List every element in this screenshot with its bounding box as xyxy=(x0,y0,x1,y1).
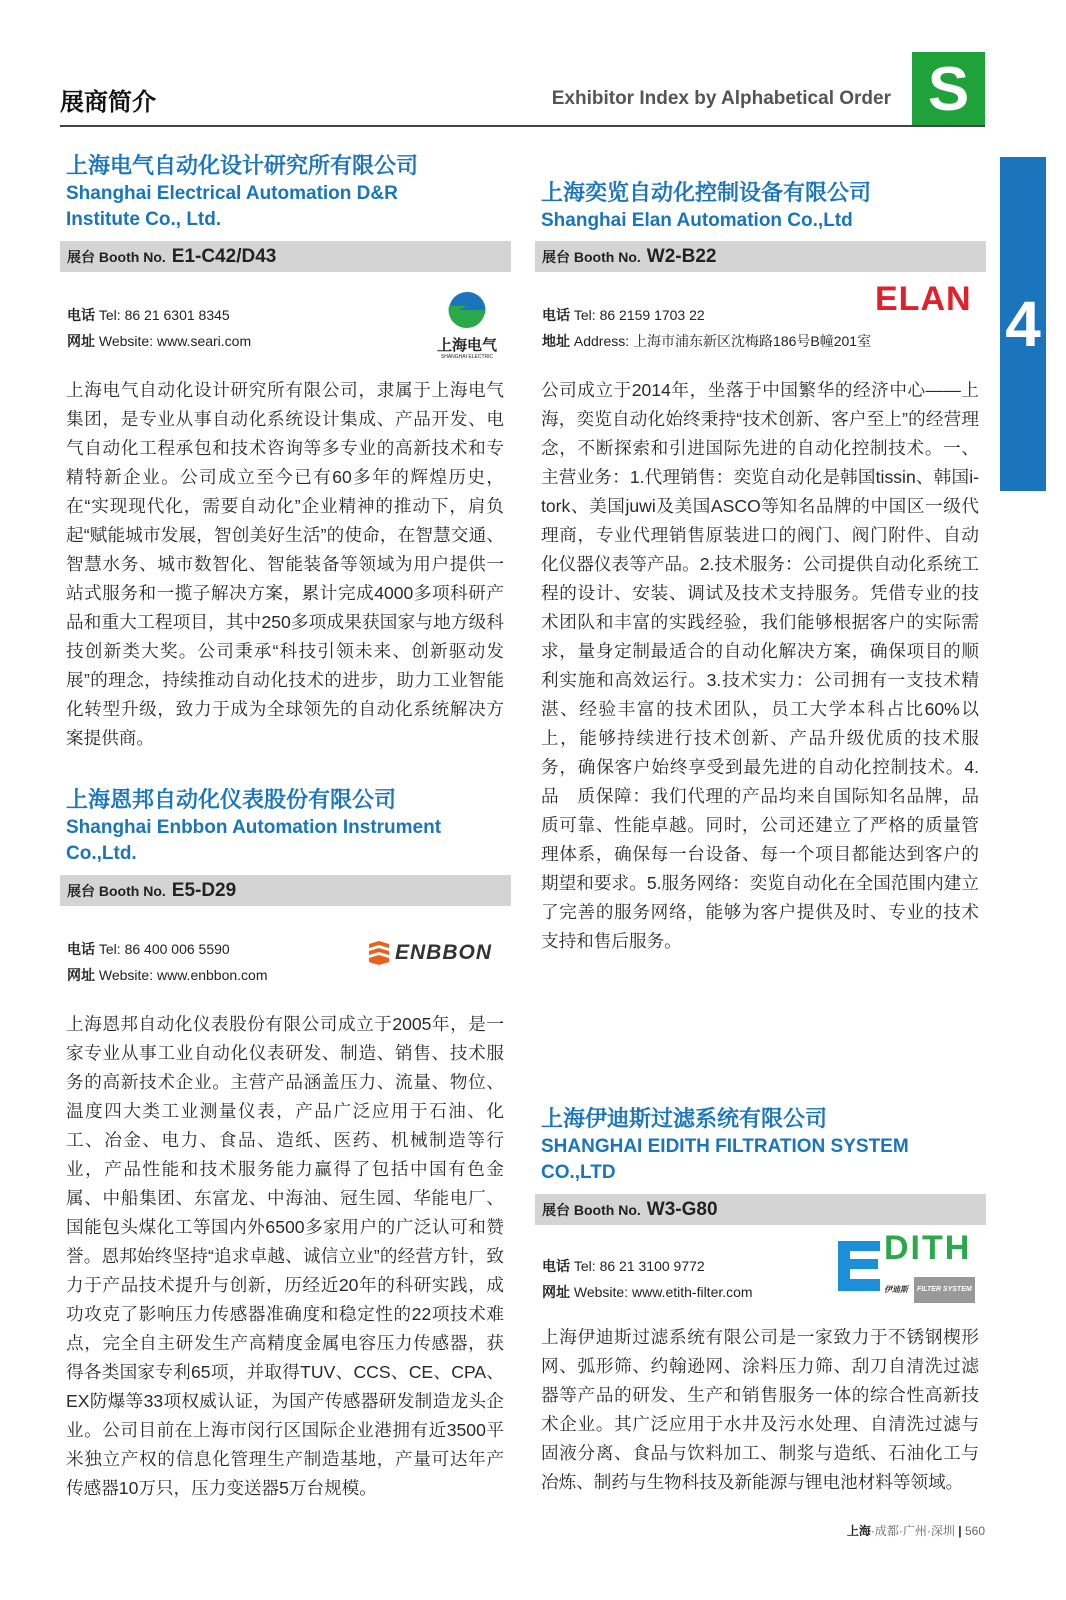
exhibitor-name-cn: 上海伊迪斯过滤系统有限公司 xyxy=(541,1106,828,1131)
exhibitor-description: 上海伊迪斯过滤系统有限公司是一家致力于不锈钢楔形网、弧形筛、约翰逊网、涂料压力筛、刮刀自清洗过滤器等产品的研发、生产和销售服务一体的综合性高新技术企业。其广泛应用于水井及污水处理、自清洗过滤与固液分离、食品与饮料加工、制浆与造纸、石油化工与冶炼、制药与生物科技及新能源与锂电池材料等领域。 xyxy=(541,1327,979,1492)
tel-value: 86 400 006 5590 xyxy=(124,941,230,957)
tel-label-en: Tel: xyxy=(98,307,121,323)
web-label-en: Website: xyxy=(98,967,154,983)
booth-label: 展台 Booth No. xyxy=(67,882,166,899)
tel-value: 86 21 3100 9772 xyxy=(599,1258,705,1274)
website-link[interactable]: www.enbbon.com xyxy=(157,967,268,983)
chapter-side-tab xyxy=(1000,157,1046,491)
footer-cities: ·成都·广州·深圳 xyxy=(870,1524,955,1538)
address-label-en: Address: xyxy=(573,333,630,349)
tel-label-cn: 电话 xyxy=(67,941,95,957)
web-label-cn: 网址 xyxy=(542,1284,570,1300)
section-title-en: Exhibitor Index by Alphabetical Order xyxy=(551,88,891,109)
page-number: 560 xyxy=(964,1524,985,1538)
contact-info xyxy=(67,936,511,988)
footer-city-main: 上海 xyxy=(846,1524,871,1538)
elan-logo: ELAN xyxy=(875,280,972,318)
alphabet-letter-badge: S xyxy=(912,52,985,126)
exhibitor-name-cn: 上海恩邦自动化仪表股份有限公司 xyxy=(66,787,397,812)
contact-info xyxy=(542,280,986,354)
eidith-logo xyxy=(838,1229,980,1294)
exhibitor-description: 上海电气自动化设计研究所有限公司，隶属于上海电气集团，是专业从事自动化系统设计集成、产品开发、电气自动化工程承包和技术咨询等多专业的高新技术和专精特新企业。公司成立至今已有60多年的辉煌历史，在“实现现代化，需要自动化”企业精神的推动下，肩负起“赋能城市发展，智创美好生活”的使命，在智慧交通、智慧水务、城市数智化、智能装备等领域为用户提供一站式服务和一揽子解决方案，累计完成4000多项科研产品和重大工程项目，其中250多项成果获国家与地方级科技创新类大奖。公司秉承“科技引领未来、创新驱动发展”的理念，持续推动自动化技术的进步，助力工业智能化转型升级，致力于成为全球领先的自动化系统解决方案提供商。 xyxy=(66,380,504,748)
tel-label-en: Tel: xyxy=(573,307,596,323)
website-link[interactable]: www.etith-filter.com xyxy=(632,1284,753,1300)
section-title-cn: 展商简介 xyxy=(60,89,156,116)
enbbon-emblem-icon xyxy=(367,940,391,966)
tel-label-cn: 电话 xyxy=(542,307,570,323)
booth-number: W2-B22 xyxy=(646,245,717,267)
tel-value: 86 21 6301 8345 xyxy=(124,307,230,323)
logo-subtext-cn: 伊迪斯 xyxy=(884,1285,908,1294)
chapter-number: 4 xyxy=(1005,288,1041,360)
exhibitor-enbbon xyxy=(60,785,511,1503)
shanghai-electric-logo xyxy=(431,290,503,360)
tel-label-cn: 电话 xyxy=(67,307,95,323)
logo-text: DITH xyxy=(884,1229,972,1267)
exhibitor-elan xyxy=(535,178,986,956)
booth-number: E1-C42/D43 xyxy=(171,245,277,267)
exhibitor-name-en: Shanghai Elan Automation Co.,Ltd xyxy=(541,210,853,231)
exhibitor-name-en: Shanghai Electrical Automation D&R Institute Co., Ltd. xyxy=(66,183,398,230)
exhibitor-name-en: SHANGHAI EIDITH FILTRATION SYSTEM CO.,LTD xyxy=(541,1136,909,1183)
booth-bar xyxy=(535,1194,986,1225)
booth-label: 展台 Booth No. xyxy=(67,248,166,265)
web-label-cn: 网址 xyxy=(67,333,95,349)
eidith-e-emblem-icon xyxy=(838,1241,880,1291)
booth-label: 展台 Booth No. xyxy=(542,248,641,265)
logo-text: 上海电气 xyxy=(436,337,497,354)
web-label-cn: 网址 xyxy=(67,967,95,983)
logo-subtext: SHANGHAI ELECTRIC xyxy=(440,354,494,360)
booth-label: 展台 Booth No. xyxy=(542,1201,641,1218)
enbbon-logo xyxy=(367,940,492,966)
booth-bar xyxy=(60,241,511,272)
contact-info xyxy=(67,302,511,360)
address-value: 上海市浦东新区沈梅路186号B幢201室 xyxy=(633,333,872,349)
contact-info xyxy=(542,1229,986,1305)
booth-number: E5-D29 xyxy=(171,879,237,901)
header-divider xyxy=(60,125,985,127)
logo-subtext-en: FILTER SYSTEM xyxy=(914,1277,975,1303)
booth-bar xyxy=(60,875,511,906)
exhibitor-name-en: Shanghai Enbbon Automation Instrument Co.,Ltd. xyxy=(66,817,442,864)
tel-value: 86 2159 1703 22 xyxy=(599,307,705,323)
web-label-en: Website: xyxy=(573,1284,629,1300)
logo-text: ENBBON xyxy=(395,941,493,964)
booth-bar xyxy=(535,241,986,272)
shanghai-electric-emblem-icon xyxy=(445,290,489,330)
page-footer: 上海·成都·广州·深圳 | 560 xyxy=(846,1524,985,1538)
website-link[interactable]: www.seari.com xyxy=(157,333,252,349)
exhibitor-name-cn: 上海奕览自动化控制设备有限公司 xyxy=(541,180,872,205)
address-label-cn: 地址 xyxy=(542,333,570,349)
exhibitor-seari xyxy=(60,151,511,753)
tel-label-en: Tel: xyxy=(98,941,121,957)
exhibitor-name-cn: 上海电气自动化设计研究所有限公司 xyxy=(66,153,419,178)
tel-label-en: Tel: xyxy=(573,1258,596,1274)
booth-number: W3-G80 xyxy=(646,1198,718,1220)
exhibitor-description: 公司成立于2014年，坐落于中国繁华的经济中心——上海，奕览自动化始终秉持“技术创新、客户至上”的经营理念，不断探索和引进国际先进的自动化控制技术。一、主营业务：1.代理销售：奕览自动化是韩国tissin、韩国i-tork、美国juwi及美国ASCO等知名品牌的中国区一级代理商，专业代理销售原装进口的阀门、阀门附件、自动化仪器仪表等产品。2.技术服务：公司提供自动化系统工程的设计、安装、调试及技术支持服务。凭借专业的技术团队和丰富的实践经验，我们能够根据客户的实际需求，量身定制最适合的自动化解决方案，确保项目的顺利实施和高效运行。3.技术实力：公司拥有一支技术精湛、经验丰富的技术团队，员工大学本科占比60%以上，能够持续进行技术创新、产品升级优质的技术服务，确保客户始终享受到最先进的自动化控制技术。4. 品 质保障：我们代理的产品均来自国际知名品牌，品质可靠、性能卓越。同时，公司还建立了严格的质量管理体系，确保每一台设备、每一个项目都能达到客户的期望和要求。5.服务网络：奕览自动化在全国范围内建立了完善的服务网络，能够为客户提供及时、专业的技术支持和售后服务。 xyxy=(541,380,979,951)
exhibitor-description: 上海恩邦自动化仪表股份有限公司成立于2005年，是一家专业从事工业自动化仪表研发、制造、销售、技术服务的高新技术企业。主营产品涵盖压力、流量、物位、温度四大类工业测量仪表，产品广泛应用于石油、化工、冶金、电力、食品、造纸、医药、机械制造等行业，产品性能和技术服务能力赢得了包括中国有色金属、中船集团、东富龙、中海油、冠生园、华能电厂、国能包头煤化工等国内外6500多家用户的广泛认可和赞誉。恩邦始终坚持“追求卓越、诚信立业”的经营方针，致力于产品技术提升与创新，历经近20年的科研实践，成功攻克了影响压力传感器准确度和稳定性的22项技术难点，完全自主研发生产高精度金属电容压力传感器，获得各类国家专利65项，并取得TUV、CCS、CE、CPA、EX防爆等33项权威认证，为国产传感器研发制造龙头企业。公司目前在上海市闵行区国际企业港拥有近3500平米独立产权的信息化管理生产制造基地，产量可达年产传感器10万只，压力变送器5万台规模。 xyxy=(66,1014,504,1498)
tel-label-cn: 电话 xyxy=(542,1258,570,1274)
web-label-en: Website: xyxy=(98,333,154,349)
exhibitor-eidith xyxy=(535,1104,986,1497)
